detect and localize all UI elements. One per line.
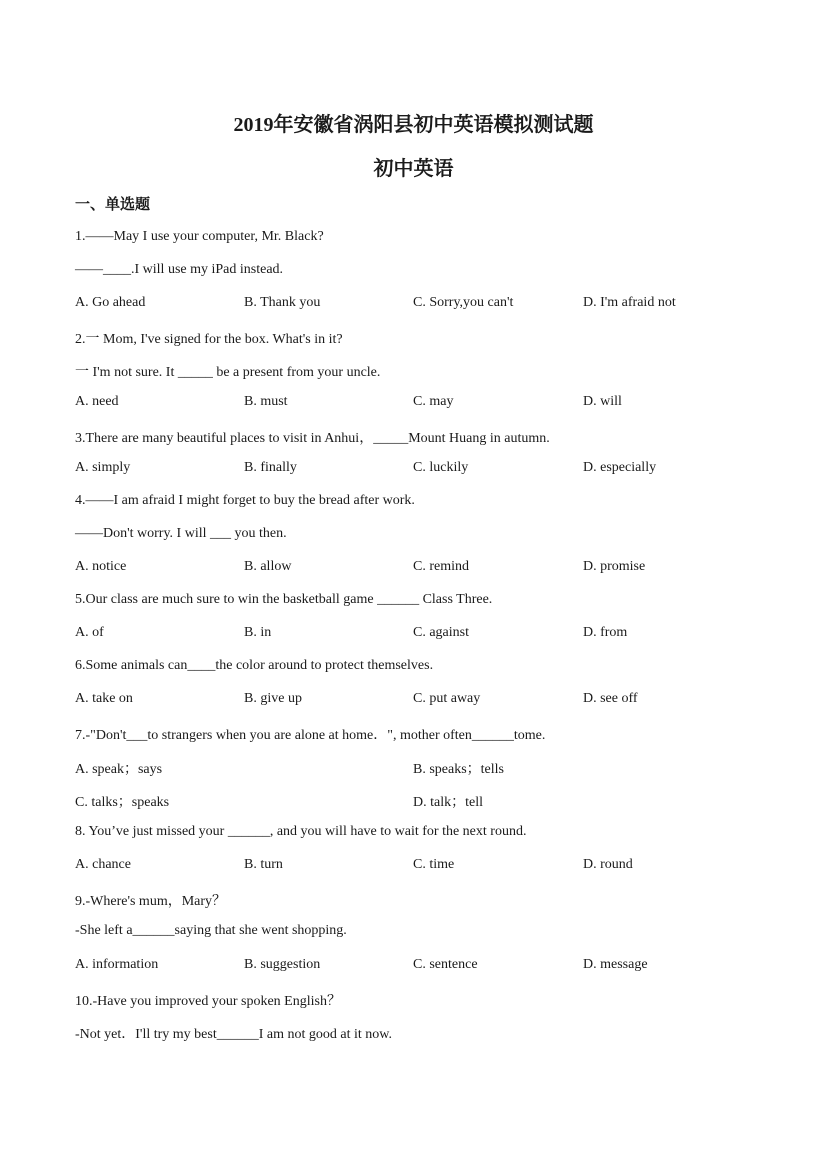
- question-7-stem: 7.-"Don't___to strangers when you are alone at home．", mother often______tome.: [75, 728, 546, 743]
- question-5-option-d: D. from: [583, 625, 628, 640]
- question-2-option-b: B. must: [244, 394, 288, 409]
- question-4-option-b: B. allow: [244, 559, 292, 574]
- question-2-option-d: D. will: [583, 394, 622, 409]
- question-10-stem: 10.-Have you improved your spoken English？: [75, 994, 341, 1009]
- question-4-option-a: A. notice: [75, 559, 127, 574]
- question-1-option-b: B. Thank you: [244, 295, 321, 310]
- question-8-option-c: C. time: [413, 857, 455, 872]
- question-6-stem: 6.Some animals can____the color around to protect themselves.: [75, 658, 434, 673]
- question-8-option-d: D. round: [583, 857, 633, 872]
- question-2-option-a: A. need: [75, 394, 119, 409]
- question-8-option-a: A. chance: [75, 857, 131, 872]
- question-1-option-d: D. I'm afraid not: [583, 295, 676, 310]
- question-7-option-a: A. speak；says: [75, 762, 163, 777]
- question-9-option-a: A. information: [75, 957, 159, 972]
- question-1-option-a: A. Go ahead: [75, 295, 146, 310]
- question-8-option-b: B. turn: [244, 857, 283, 872]
- question-5-option-b: B. in: [244, 625, 272, 640]
- question-1-stem: 1.——May I use your computer, Mr. Black?: [75, 229, 324, 244]
- question-6-option-d: D. see off: [583, 691, 638, 706]
- question-9-option-b: B. suggestion: [244, 957, 321, 972]
- question-2-stem: 2.一 Mom, I've signed for the box. What's in it?: [75, 332, 343, 347]
- question-9-line-2: -She left a______saying that she went shopping.: [75, 923, 347, 938]
- question-2-line-2: 一 I'm not sure. It _____ be a present from your uncle.: [75, 365, 381, 380]
- question-7-option-c: C. talks；speaks: [75, 795, 170, 810]
- question-3-option-b: B. finally: [244, 460, 297, 475]
- page-subtitle: 初中英语: [373, 158, 454, 180]
- question-6-option-a: A. take on: [75, 691, 133, 706]
- question-9-option-d: D. message: [583, 957, 648, 972]
- question-8-stem: 8. You’ve just missed your ______, and you will have to wait for the next round.: [75, 824, 527, 839]
- question-7-option-d: D. talk；tell: [413, 795, 483, 810]
- question-6-option-b: B. give up: [244, 691, 302, 706]
- question-1-option-c: C. Sorry,you can't: [413, 295, 514, 310]
- question-10-line-2: -Not yet．I'll try my best______I am not good at it now.: [75, 1027, 392, 1042]
- question-5-option-a: A. of: [75, 625, 104, 640]
- question-5-stem: 5.Our class are much sure to win the basketball game ______ Class Three.: [75, 592, 493, 607]
- question-4-stem: 4.——I am afraid I might forget to buy the bread after work.: [75, 493, 415, 508]
- question-4-line-2: ——Don't worry. I will ___ you then.: [75, 526, 287, 541]
- question-9-option-c: C. sentence: [413, 957, 478, 972]
- question-1-line-2: ——____.I will use my iPad instead.: [75, 262, 284, 277]
- section-heading: 一、单选题: [75, 195, 151, 213]
- question-2-option-c: C. may: [413, 394, 454, 409]
- page-title: 2019年安徽省涡阳县初中英语模拟测试题: [233, 114, 594, 136]
- question-7-option-b: B. speaks；tells: [413, 762, 504, 777]
- question-3-option-c: C. luckily: [413, 460, 469, 475]
- question-3-option-d: D. especially: [583, 460, 657, 475]
- question-4-option-c: C. remind: [413, 559, 469, 574]
- question-9-stem: 9.-Where's mum，Mary？: [75, 894, 227, 909]
- question-3-stem: 3.There are many beautiful places to visit in Anhui，_____Mount Huang in autumn.: [75, 431, 550, 446]
- question-5-option-c: C. against: [413, 625, 469, 640]
- question-3-option-a: A. simply: [75, 460, 131, 475]
- question-4-option-d: D. promise: [583, 559, 646, 574]
- question-6-option-c: C. put away: [413, 691, 481, 706]
